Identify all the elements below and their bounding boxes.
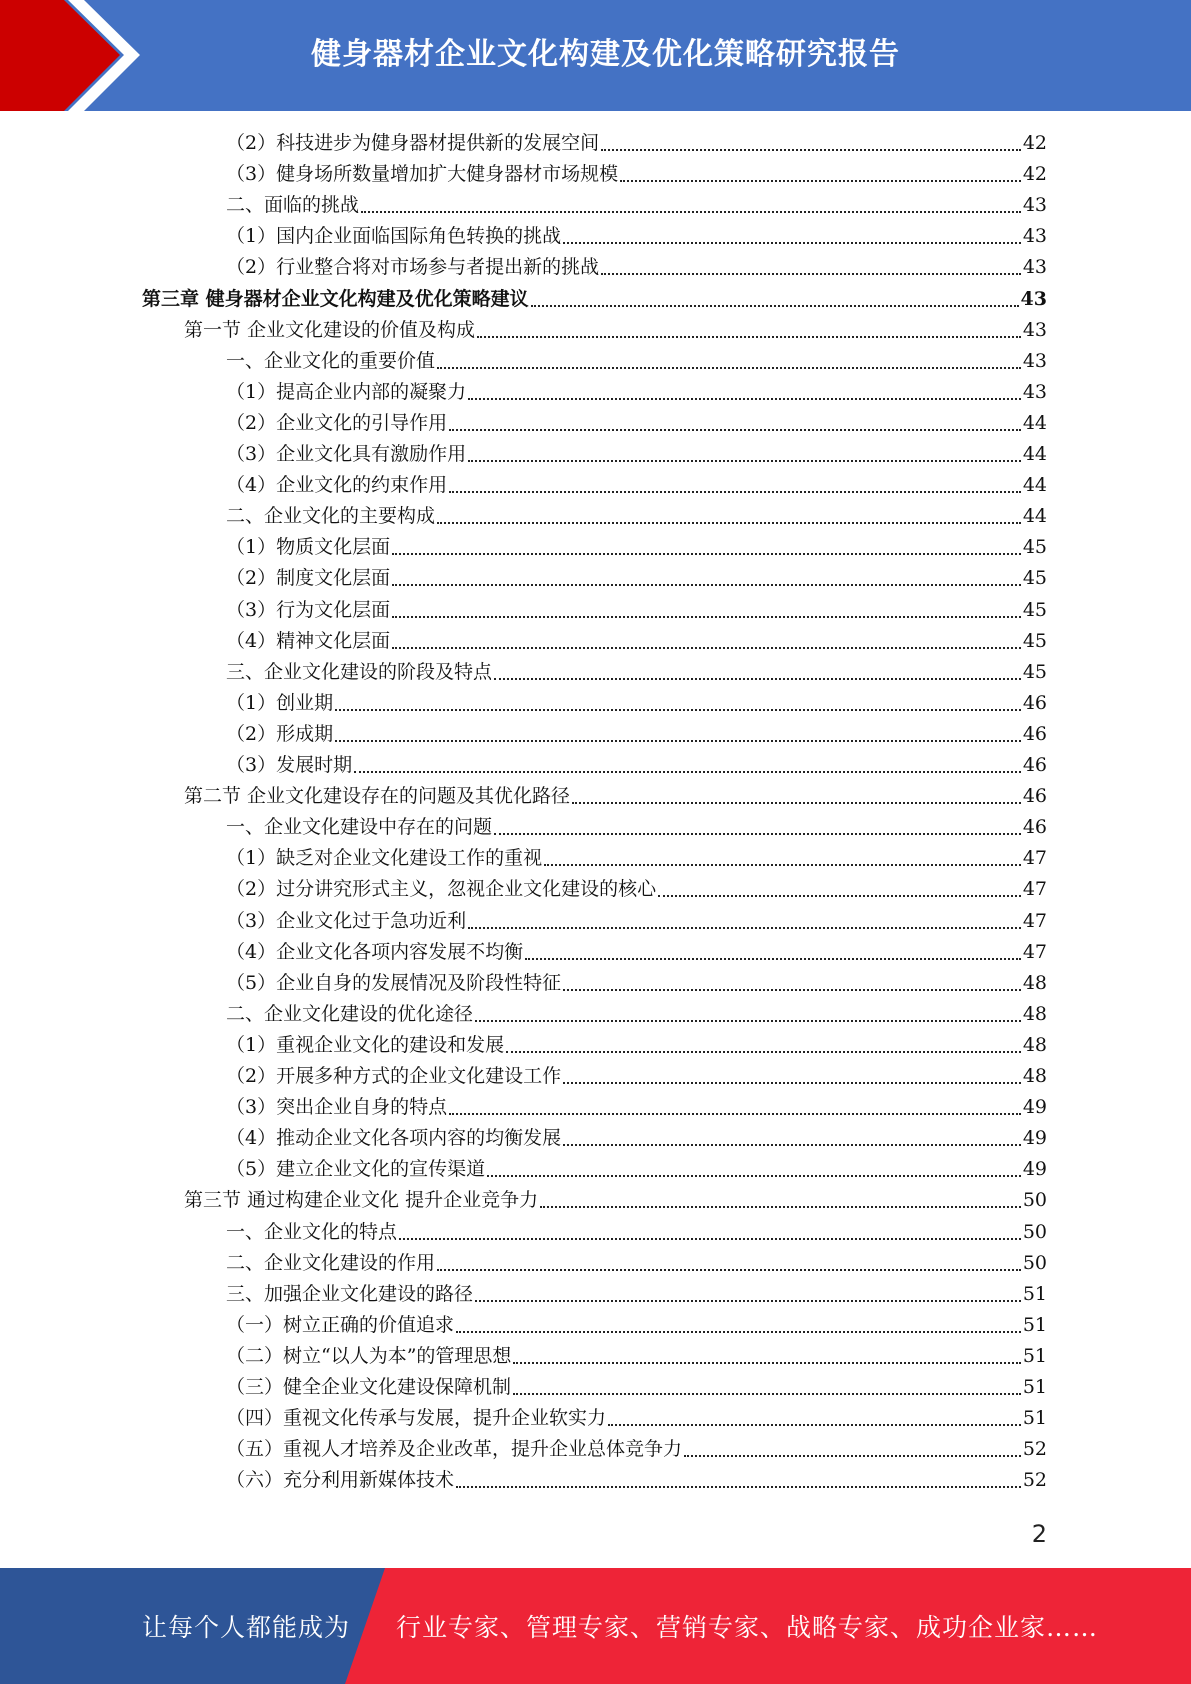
toc-entry[interactable] xyxy=(226,1154,1047,1185)
toc-page-number: 49 xyxy=(1022,1127,1047,1150)
toc-dot-leader xyxy=(392,615,1021,618)
toc-entry[interactable] xyxy=(226,968,1047,999)
toc-entry[interactable] xyxy=(226,1372,1047,1403)
page-number: 2 xyxy=(1031,1520,1047,1548)
toc-page-number: 43 xyxy=(1022,225,1047,248)
toc-page-number: 46 xyxy=(1022,691,1047,714)
toc-dot-leader xyxy=(684,1454,1021,1457)
toc-entry-title: （3）健身场所数量增加扩大健身器材市场规模 xyxy=(226,163,619,186)
toc-entry-title: （六）充分利用新媒体技术 xyxy=(226,1469,455,1492)
toc-page-number: 47 xyxy=(1022,878,1047,901)
toc-page-number: 48 xyxy=(1022,1033,1047,1056)
page-footer xyxy=(0,1568,1191,1684)
toc-dot-leader xyxy=(513,1392,1021,1395)
toc-entry[interactable] xyxy=(226,1092,1047,1123)
toc-page-number: 43 xyxy=(1022,194,1047,217)
toc-page-number: 46 xyxy=(1022,816,1047,839)
toc-page-number: 51 xyxy=(1022,1282,1047,1305)
toc-entry[interactable] xyxy=(226,688,1047,719)
toc-dot-leader xyxy=(563,1081,1021,1084)
toc-dot-leader xyxy=(335,708,1021,711)
toc-dot-leader xyxy=(456,1485,1021,1488)
toc-page-number: 43 xyxy=(1022,349,1047,372)
toc-entry[interactable] xyxy=(184,1185,1047,1216)
toc-entry[interactable] xyxy=(226,657,1047,688)
toc-entry-title: （4）企业文化的约束作用 xyxy=(226,474,448,497)
toc-dot-leader xyxy=(601,148,1021,151)
toc-page-number: 50 xyxy=(1022,1251,1047,1274)
toc-entry-title: （1）物质文化层面 xyxy=(226,536,391,559)
toc-page-number: 43 xyxy=(1022,318,1047,341)
toc-entry-title: 二、企业文化建设的作用 xyxy=(226,1251,436,1274)
toc-entry-title: 一、企业文化的重要价值 xyxy=(226,349,436,372)
toc-dot-leader xyxy=(392,646,1021,649)
toc-page-number: 52 xyxy=(1022,1469,1047,1492)
toc-dot-leader xyxy=(354,770,1021,773)
toc-dot-leader xyxy=(506,1050,1021,1053)
toc-page-number: 46 xyxy=(1022,722,1047,745)
toc-entry-title: 第一节 企业文化建设的价值及构成 xyxy=(184,318,476,341)
toc-dot-leader xyxy=(494,832,1021,835)
toc-page-number: 44 xyxy=(1022,505,1047,528)
toc-page-number: 49 xyxy=(1022,1158,1047,1181)
toc-entry-title: 第三节 通过构建企业文化 提升企业竞争力 xyxy=(184,1189,539,1212)
toc-entry-title: （5）企业自身的发展情况及阶段性特征 xyxy=(226,971,562,994)
toc-entry[interactable] xyxy=(226,563,1047,594)
toc-dot-leader xyxy=(477,335,1021,338)
toc-dot-leader xyxy=(475,1019,1021,1022)
toc-dot-leader xyxy=(399,1237,1021,1240)
toc-page-number: 46 xyxy=(1022,754,1047,776)
toc-entry-title: 一、企业文化的特点 xyxy=(226,1220,398,1243)
toc-entry-title: （3）企业文化具有激励作用 xyxy=(226,443,467,465)
document-title: 健身器材企业文化构建及优化策略研究报告 xyxy=(311,36,900,72)
toc-page-number: 47 xyxy=(1022,940,1047,963)
toc-dot-leader xyxy=(468,459,1021,462)
toc-entry[interactable] xyxy=(226,1248,1047,1279)
toc-entry[interactable] xyxy=(226,937,1047,968)
toc-entry-title: （四）重视文化传承与发展，提升企业软实力 xyxy=(226,1407,607,1430)
toc-dot-leader xyxy=(475,1299,1021,1302)
toc-page-number: 45 xyxy=(1022,598,1047,621)
toc-dot-leader xyxy=(468,926,1021,929)
toc-page-number: 51 xyxy=(1022,1407,1047,1430)
toc-page-number: 50 xyxy=(1022,1189,1047,1212)
toc-dot-leader xyxy=(335,739,1021,742)
toc-page-number: 45 xyxy=(1022,567,1047,590)
toc-page-number: 45 xyxy=(1022,536,1047,559)
toc-page-number: 46 xyxy=(1022,785,1047,808)
toc-dot-leader xyxy=(361,210,1021,213)
toc-dot-leader xyxy=(449,490,1021,493)
toc-dot-leader xyxy=(572,801,1021,804)
toc-entry-title: （2）形成期 xyxy=(226,722,334,745)
toc-entry[interactable] xyxy=(226,719,1047,750)
toc-entry[interactable] xyxy=(226,1403,1047,1434)
toc-entry-title: （1）重视企业文化的建设和发展 xyxy=(226,1033,505,1056)
toc-entry[interactable] xyxy=(226,377,1047,408)
toc-entry-title: （4）推动企业文化各项内容的均衡发展 xyxy=(226,1127,562,1150)
toc-dot-leader xyxy=(456,1330,1021,1333)
toc-entry[interactable] xyxy=(226,501,1047,532)
toc-entry-title: （1）缺乏对企业文化建设工作的重视 xyxy=(226,847,543,870)
toc-page-number: 42 xyxy=(1022,163,1047,186)
toc-entry-title: 三、企业文化建设的阶段及特点 xyxy=(226,660,493,683)
toc-dot-leader xyxy=(449,428,1021,431)
toc-entry-title: （3）行为文化层面 xyxy=(226,598,391,621)
toc-dot-leader xyxy=(563,988,1021,991)
toc-entry[interactable] xyxy=(226,1341,1047,1372)
toc-dot-leader xyxy=(544,863,1021,866)
toc-dot-leader xyxy=(525,957,1021,960)
toc-page-number: 52 xyxy=(1022,1438,1047,1461)
toc-entry[interactable] xyxy=(226,595,1047,626)
toc-page-number: 51 xyxy=(1022,1376,1047,1398)
toc-dot-leader xyxy=(601,272,1021,275)
toc-page-number: 43 xyxy=(1022,256,1047,279)
footer-slogan-left: 让每个人都能成为 xyxy=(142,1613,351,1642)
toc-entry-title: （3）企业文化过于急功近利 xyxy=(226,909,467,932)
toc-dot-leader xyxy=(392,552,1021,555)
toc-entry-title: 二、企业文化的主要构成 xyxy=(226,505,436,528)
toc-entry[interactable] xyxy=(226,999,1047,1030)
toc-entry[interactable] xyxy=(226,252,1047,283)
toc-page-number: 44 xyxy=(1022,474,1047,497)
toc-entry-title: （2）企业文化的引导作用 xyxy=(226,411,448,434)
toc-page-number: 47 xyxy=(1022,909,1047,932)
toc-entry[interactable] xyxy=(142,284,1047,315)
toc-dot-leader xyxy=(392,583,1021,586)
toc-entry[interactable] xyxy=(226,874,1047,905)
toc-dot-leader xyxy=(658,894,1021,897)
toc-entry[interactable] xyxy=(226,906,1047,937)
toc-dot-leader xyxy=(513,1361,1020,1364)
toc-page-number: 51 xyxy=(1022,1313,1047,1336)
toc-entry[interactable] xyxy=(226,1123,1047,1154)
toc-page-number: 48 xyxy=(1022,1002,1047,1025)
toc-page-number: 44 xyxy=(1022,411,1047,434)
toc-page-number: 42 xyxy=(1022,132,1047,154)
toc-page-number: 50 xyxy=(1022,1220,1047,1243)
toc-entry-title: （2）开展多种方式的企业文化建设工作 xyxy=(226,1065,562,1087)
toc-entry[interactable] xyxy=(226,626,1047,657)
toc-entry[interactable] xyxy=(226,843,1047,874)
toc-entry-title: 一、企业文化建设中存在的问题 xyxy=(226,816,493,839)
toc-entry-title: （1）提高企业内部的凝聚力 xyxy=(226,380,467,403)
toc-dot-leader xyxy=(449,1112,1021,1115)
page-header xyxy=(0,0,1191,111)
toc-entry-title: （2）科技进步为健身器材提供新的发展空间 xyxy=(226,132,600,154)
toc-entry[interactable] xyxy=(226,128,1047,159)
toc-dot-leader xyxy=(563,1143,1021,1146)
toc-page-number: 48 xyxy=(1022,1065,1047,1087)
toc-entry[interactable] xyxy=(226,408,1047,439)
toc-entry-title: （2）制度文化层面 xyxy=(226,567,391,590)
toc-dot-leader xyxy=(540,1205,1021,1208)
toc-entry-title: （3）突出企业自身的特点 xyxy=(226,1096,448,1119)
toc-page-number: 49 xyxy=(1022,1096,1047,1119)
toc-entry[interactable] xyxy=(184,781,1047,812)
toc-entry-title: （一）树立正确的价值追求 xyxy=(226,1313,455,1336)
toc-entry[interactable] xyxy=(226,532,1047,563)
toc-entry-title: （1）国内企业面临国际角色转换的挑战 xyxy=(226,225,562,248)
toc-page-number: 45 xyxy=(1022,629,1047,652)
toc-entry[interactable] xyxy=(226,1030,1047,1061)
toc-entry-title: （1）创业期 xyxy=(226,691,334,714)
toc-entry-title: （五）重视人才培养及企业改革，提升企业总体竞争力 xyxy=(226,1438,683,1461)
toc-dot-leader xyxy=(468,397,1021,400)
toc-entry[interactable] xyxy=(226,439,1047,470)
toc-page-number: 48 xyxy=(1022,971,1047,994)
toc-dot-leader xyxy=(620,179,1021,182)
toc-page-number: 51 xyxy=(1022,1344,1047,1367)
toc-dot-leader xyxy=(437,366,1021,369)
toc-entry[interactable] xyxy=(226,190,1047,221)
toc-entry-title: （4）企业文化各项内容发展不均衡 xyxy=(226,940,524,963)
toc-entry-title: 三、加强企业文化建设的路径 xyxy=(226,1282,474,1305)
toc-entry-title: （三）健全企业文化建设保障机制 xyxy=(226,1376,512,1398)
toc-dot-leader xyxy=(531,304,1019,307)
toc-page-number: 44 xyxy=(1022,443,1047,465)
toc-entry-title: （二）树立“以人为本”的管理思想 xyxy=(226,1344,512,1367)
toc-dot-leader xyxy=(494,677,1021,680)
toc-entry[interactable] xyxy=(226,750,1047,781)
toc-entry[interactable] xyxy=(226,1310,1047,1341)
toc-dot-leader xyxy=(563,241,1021,244)
toc-page-number: 47 xyxy=(1022,847,1047,870)
toc-entry-title: 第三章 健身器材企业文化构建及优化策略建议 xyxy=(142,287,529,310)
toc-entry[interactable] xyxy=(226,1061,1047,1092)
footer-slogan-right: 行业专家、管理专家、营销专家、战略专家、成功企业家…… xyxy=(396,1613,1099,1642)
toc-dot-leader xyxy=(608,1423,1021,1426)
toc-entry-title: （2）过分讲究形式主义，忽视企业文化建设的核心 xyxy=(226,878,657,901)
toc-dot-leader xyxy=(437,521,1021,524)
toc-page-number: 43 xyxy=(1022,380,1047,403)
toc-entry[interactable] xyxy=(226,1465,1047,1496)
toc-dot-leader xyxy=(437,1268,1021,1271)
toc-entry[interactable] xyxy=(226,470,1047,501)
toc-entry[interactable] xyxy=(226,221,1047,252)
toc-page-number: 43 xyxy=(1020,287,1047,310)
toc-entry-title: （2）行业整合将对市场参与者提出新的挑战 xyxy=(226,256,600,279)
toc-entry-title: 第二节 企业文化建设存在的问题及其优化路径 xyxy=(184,785,571,808)
toc-entry[interactable] xyxy=(226,159,1047,190)
toc-entry-title: （4）精神文化层面 xyxy=(226,629,391,652)
toc-entry[interactable] xyxy=(226,1434,1047,1465)
toc-dot-leader xyxy=(487,1174,1021,1177)
toc-entry-title: （3）发展时期 xyxy=(226,754,353,776)
toc-entry-title: 二、企业文化建设的优化途径 xyxy=(226,1002,474,1025)
toc-entry[interactable] xyxy=(184,315,1047,346)
toc-entry[interactable] xyxy=(226,812,1047,843)
toc-entry[interactable] xyxy=(226,346,1047,377)
toc-entry-title: （5）建立企业文化的宣传渠道 xyxy=(226,1158,486,1181)
toc-entry[interactable] xyxy=(226,1279,1047,1310)
toc-entry[interactable] xyxy=(226,1217,1047,1248)
toc-entry-title: 二、面临的挑战 xyxy=(226,194,360,217)
toc-page-number: 45 xyxy=(1022,660,1047,683)
